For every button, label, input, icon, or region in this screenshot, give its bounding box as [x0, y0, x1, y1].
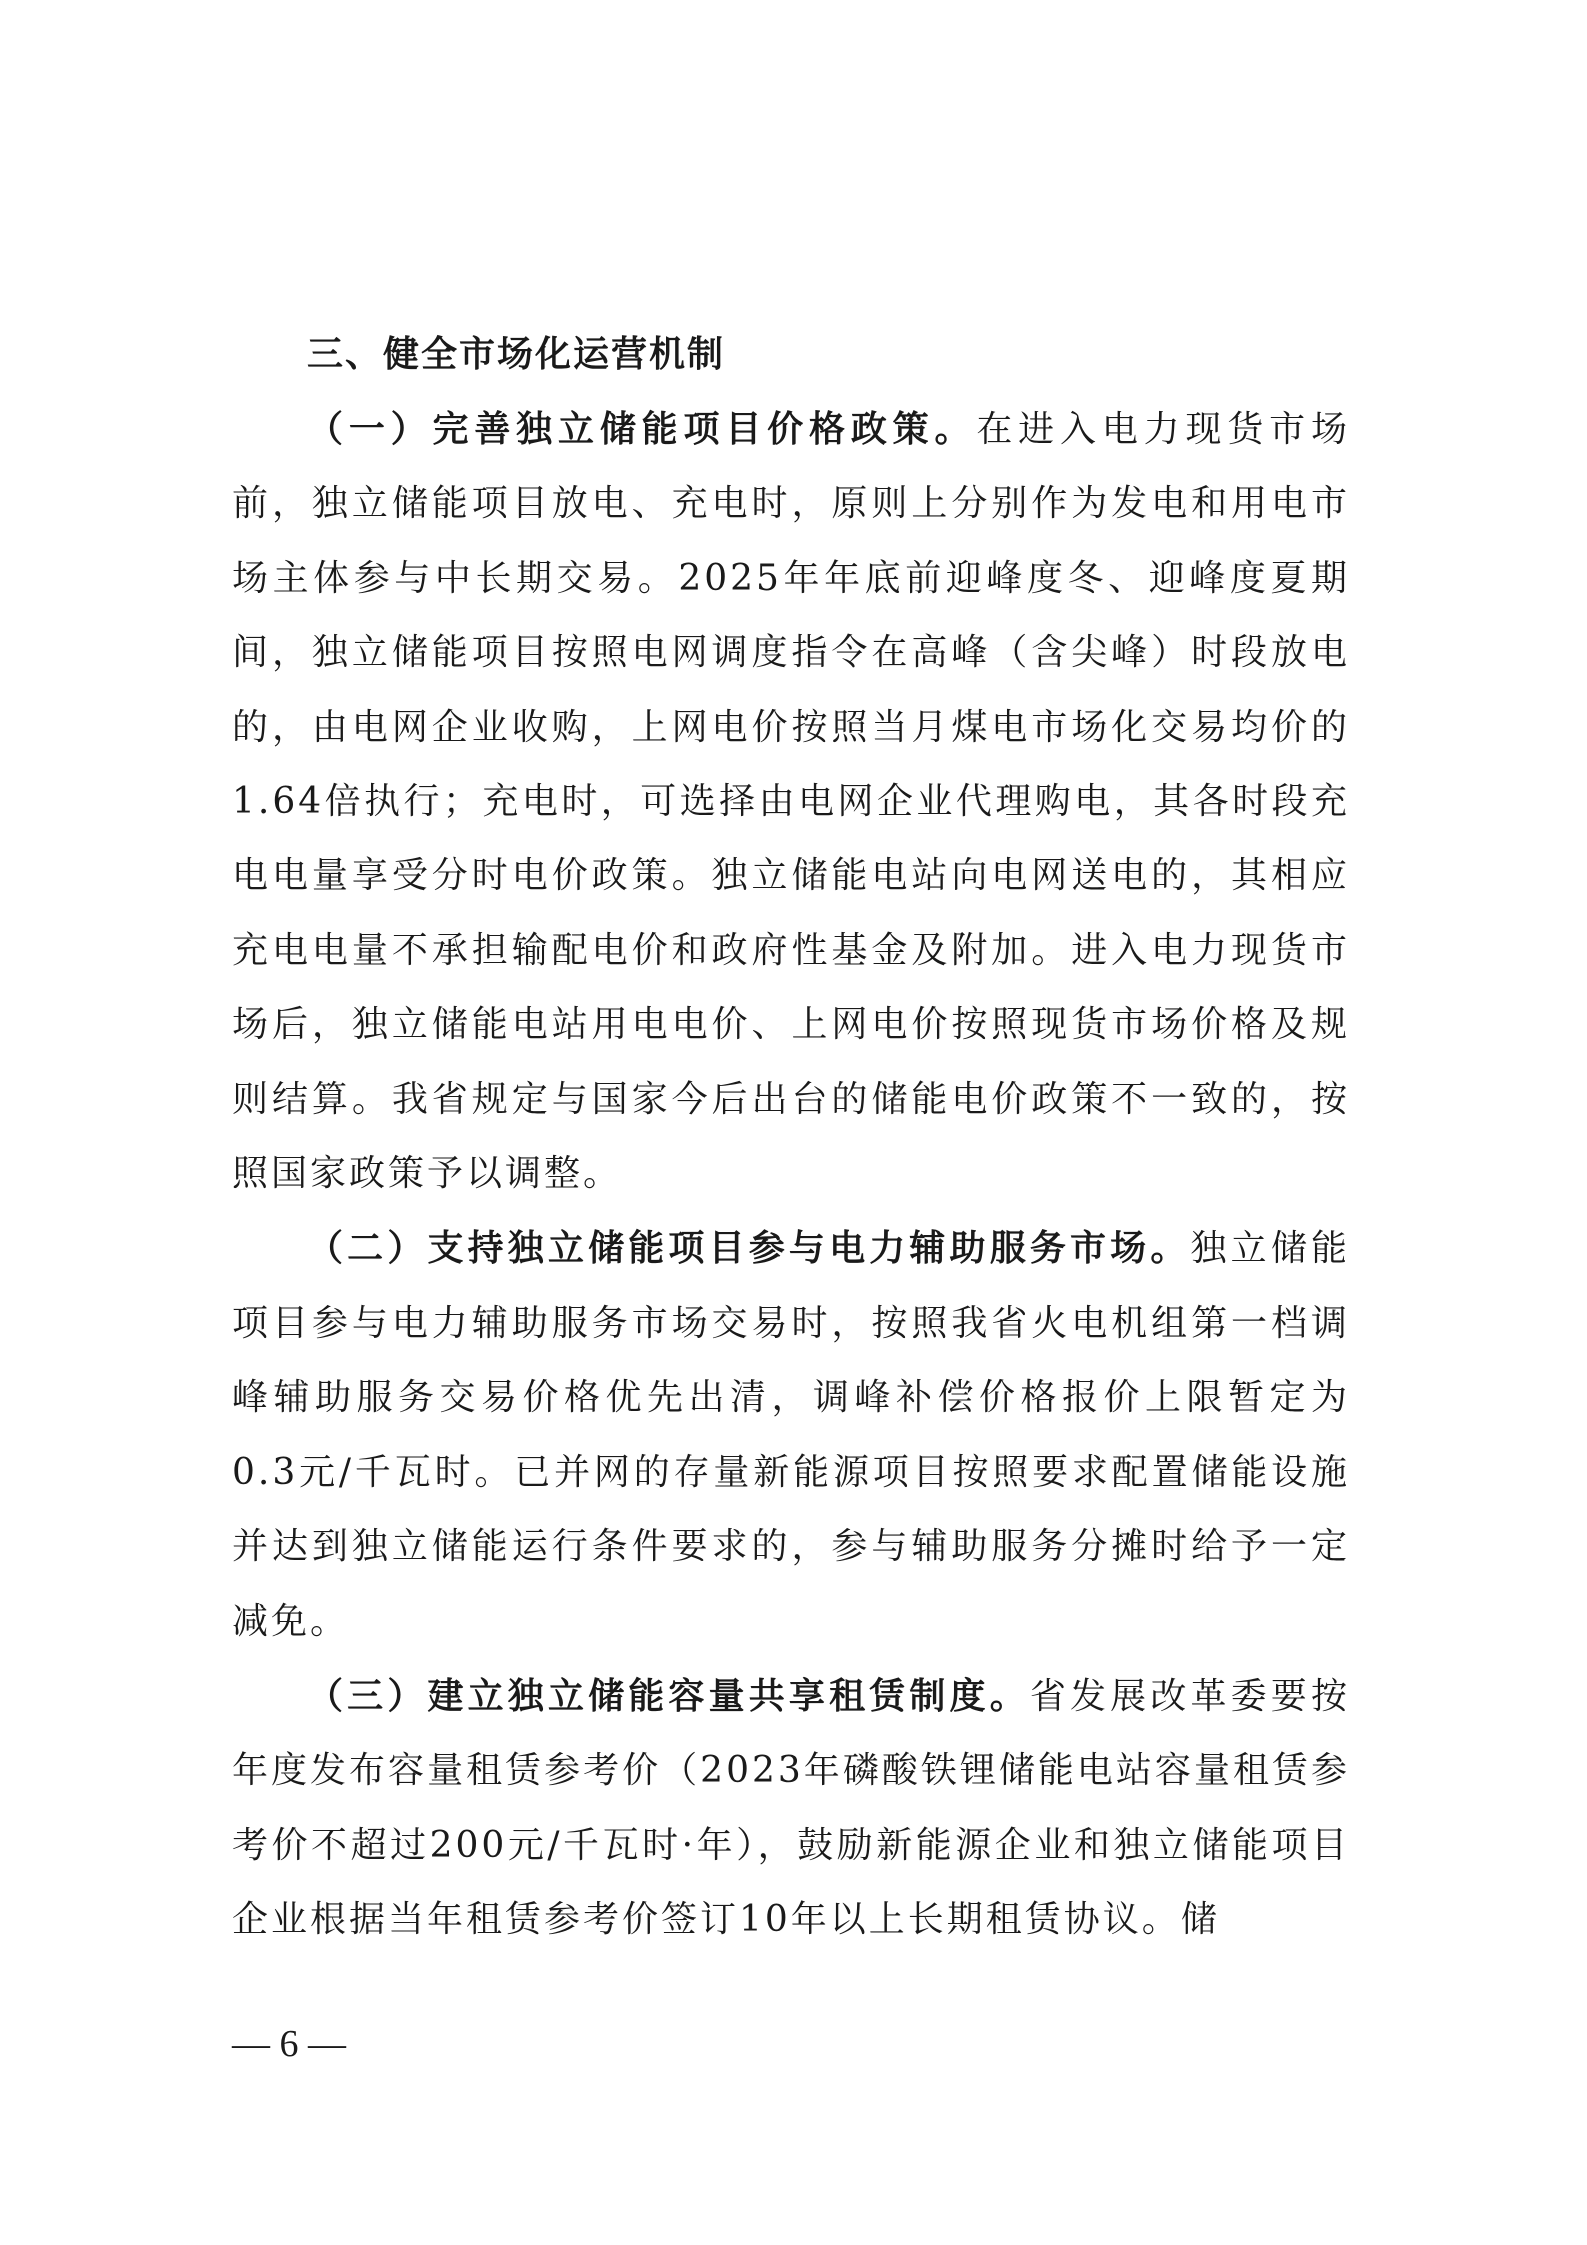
section-heading: 三、健全市场化运营机制	[307, 334, 726, 375]
document-body	[232, 318, 1350, 1958]
paragraph-price-policy	[232, 392, 1350, 1211]
paragraph-lead: （一）完善独立储能项目价格政策。	[307, 408, 977, 450]
paragraph-lead: （三）建立独立储能容量共享租赁制度。	[307, 1674, 1030, 1717]
paragraph-capacity-leasing	[232, 1659, 1350, 1958]
paragraph-text: 独立储能项目参与电力辅助服务市场交易时，按照我省火电机组第一档调峰辅助服务交易价格优先出清，调峰补偿价格报价上限暂定为0.3元/千瓦时。已并网的存量新能源项目按照要求配置储能设施并达到独立储能运行条件要求的，参与辅助服务分摊时给予一定减免。	[232, 1228, 1350, 1642]
paragraph-ancillary-services	[232, 1211, 1350, 1658]
paragraph-text: 省发展改革委要按年度发布容量租赁参考价（2023年磷酸铁锂储能电站容量租赁参考价不超过200元/千瓦时·年），鼓励新能源企业和独立储能项目企业根据当年租赁参考价签订10年以上长期租赁协议。储	[232, 1675, 1350, 1941]
paragraph-lead: （二）支持独立储能项目参与电力辅助服务市场。	[307, 1227, 1191, 1270]
paragraph-text: 在进入电力现货市场前，独立储能项目放电、充电时，原则上分别作为发电和用电市场主体参与中长期交易。2025年年底前迎峰度冬、迎峰度夏期间，独立储能项目按照电网调度指令在高峰（含尖峰）时段放电的，由电网企业收购，上网电价按照当月煤电市场化交易均价的1.64倍执行；充电时，可选择由电网企业代理购电，其各时段充电电量享受分时电价政策。独立储能电站向电网送电的，其相应充电电量不承担输配电价和政府性基金及附加。进入电力现货市场后，独立储能电站用电电价、上网电价按照现货市场价格及规则结算。我省规定与国家今后出台的储能电价政策不一致的，按照国家政策予以调整。	[232, 409, 1350, 1195]
page-number: — 6 —	[232, 2023, 346, 2065]
